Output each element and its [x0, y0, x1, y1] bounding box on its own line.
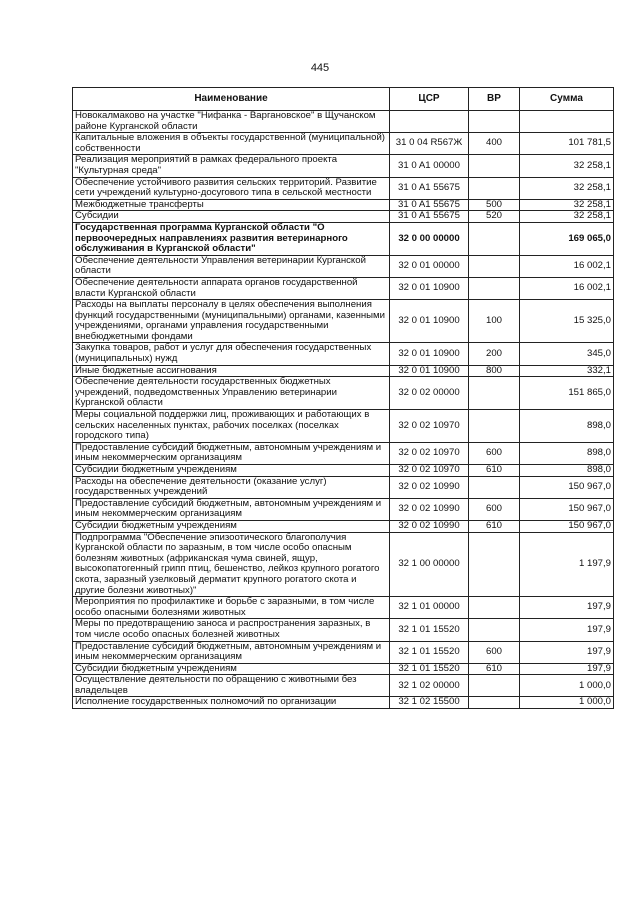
table-row — [73, 343, 614, 365]
sum-cell: 150 967,0 — [520, 520, 614, 532]
name-cell: Мероприятия по профилактике и борьбе с заразными, в том числе особо опасными болезнями животных — [73, 597, 390, 619]
table-row — [73, 442, 614, 464]
table-row — [73, 697, 614, 709]
vr-cell — [469, 532, 520, 597]
sum-cell: 15 325,0 — [520, 300, 614, 343]
vr-cell — [469, 255, 520, 277]
csr-cell: 32 0 02 10990 — [390, 498, 469, 520]
vr-cell: 200 — [469, 343, 520, 365]
sum-cell: 150 967,0 — [520, 498, 614, 520]
csr-cell: 32 1 01 15520 — [390, 641, 469, 663]
csr-cell: 32 0 02 10970 — [390, 465, 469, 477]
csr-cell: 32 0 00 00000 — [390, 222, 469, 255]
csr-cell: 32 0 01 10900 — [390, 365, 469, 377]
name-cell: Расходы на выплаты персоналу в целях обеспечения выполнения функций государственными (муниципальными) органами, казенными учреждениями, органами управления государственными внебюджетными фондами — [73, 300, 390, 343]
sum-cell: 1 197,9 — [520, 532, 614, 597]
name-cell: Капитальные вложения в объекты государственной (муниципальной) собственности — [73, 133, 390, 155]
sum-cell: 151 865,0 — [520, 377, 614, 410]
budget-table — [72, 87, 614, 709]
name-cell: Предоставление субсидий бюджетным, автономным учреждениям и иным некоммерческим организациям — [73, 498, 390, 520]
name-cell: Межбюджетные трансферты — [73, 199, 390, 211]
vr-cell — [469, 410, 520, 443]
csr-cell: 31 0 04 R567Ж — [390, 133, 469, 155]
table-row — [73, 211, 614, 223]
csr-cell: 32 0 01 10900 — [390, 300, 469, 343]
table-row — [73, 619, 614, 641]
name-cell: Субсидии — [73, 211, 390, 223]
sum-cell: 197,9 — [520, 597, 614, 619]
vr-cell: 520 — [469, 211, 520, 223]
table-row — [73, 300, 614, 343]
sum-cell: 101 781,5 — [520, 133, 614, 155]
name-cell: Предоставление субсидий бюджетным, автономным учреждениям и иным некоммерческим организациям — [73, 641, 390, 663]
sum-cell: 32 258,1 — [520, 155, 614, 177]
table-row — [73, 476, 614, 498]
sum-cell — [520, 111, 614, 133]
header-csr: ЦСР — [390, 88, 469, 111]
name-cell: Осуществление деятельности по обращению с животными без владельцев — [73, 675, 390, 697]
table-row — [73, 520, 614, 532]
vr-cell — [469, 222, 520, 255]
csr-cell: 32 1 01 15520 — [390, 663, 469, 675]
table-row — [73, 255, 614, 277]
csr-cell: 32 0 02 00000 — [390, 377, 469, 410]
csr-cell: 31 0 A1 00000 — [390, 155, 469, 177]
sum-cell: 1 000,0 — [520, 697, 614, 709]
vr-cell: 610 — [469, 520, 520, 532]
table-row — [73, 155, 614, 177]
sum-cell: 32 258,1 — [520, 211, 614, 223]
sum-cell: 150 967,0 — [520, 476, 614, 498]
vr-cell — [469, 177, 520, 199]
name-cell: Обеспечение деятельности государственных бюджетных учреждений, подведомственных Управлению ветеринарии Курганской области — [73, 377, 390, 410]
sum-cell: 898,0 — [520, 442, 614, 464]
csr-cell: 32 0 01 00000 — [390, 255, 469, 277]
sum-cell: 345,0 — [520, 343, 614, 365]
name-cell: Обеспечение деятельности Управления ветеринарии Курганской области — [73, 255, 390, 277]
vr-cell — [469, 619, 520, 641]
vr-cell: 400 — [469, 133, 520, 155]
header-name: Наименование — [73, 88, 390, 111]
vr-cell: 610 — [469, 465, 520, 477]
name-cell: Обеспечение деятельности аппарата органов государственной власти Курганской области — [73, 277, 390, 299]
name-cell: Предоставление субсидий бюджетным, автономным учреждениям и иным некоммерческим организациям — [73, 442, 390, 464]
header-sum: Сумма — [520, 88, 614, 111]
vr-cell: 600 — [469, 641, 520, 663]
table-row — [73, 675, 614, 697]
table-row — [73, 663, 614, 675]
csr-cell: 31 0 A1 55675 — [390, 211, 469, 223]
table-row — [73, 111, 614, 133]
sum-cell: 898,0 — [520, 465, 614, 477]
sum-cell: 32 258,1 — [520, 177, 614, 199]
vr-cell: 800 — [469, 365, 520, 377]
table-row — [73, 177, 614, 199]
csr-cell: 32 0 02 10990 — [390, 520, 469, 532]
vr-cell — [469, 111, 520, 133]
vr-cell — [469, 675, 520, 697]
csr-cell: 32 1 02 15500 — [390, 697, 469, 709]
name-cell: Подпрограмма "Обеспечение эпизоотического благополучия Курганской области по заразным, в том числе особо опасным болезням животных (африканская чума свиней, ящур, высокопатогенный грипп птиц, бешенство, лейкоз крупного рогатого скота, заразный узелковый дерматит крупного рогатого скота и другие болезни животных)" — [73, 532, 390, 597]
vr-cell: 600 — [469, 442, 520, 464]
csr-cell: 32 1 02 00000 — [390, 675, 469, 697]
name-cell: Расходы на обеспечение деятельности (оказание услуг) государственных учреждений — [73, 476, 390, 498]
vr-cell — [469, 377, 520, 410]
csr-cell: 32 0 01 10900 — [390, 343, 469, 365]
sum-cell: 16 002,1 — [520, 277, 614, 299]
name-cell: Меры по предотвращению заноса и распространения заразных, в том числе особо опасных болезней животных — [73, 619, 390, 641]
vr-cell — [469, 697, 520, 709]
csr-cell: 32 0 01 10900 — [390, 277, 469, 299]
name-cell: Субсидии бюджетным учреждениям — [73, 663, 390, 675]
name-cell: Новокалмаково на участке "Нифанка - Варгановское" в Щучанском районе Курганской области — [73, 111, 390, 133]
csr-cell: 32 0 02 10990 — [390, 476, 469, 498]
vr-cell — [469, 277, 520, 299]
name-cell: Иные бюджетные ассигнования — [73, 365, 390, 377]
name-cell: Закупка товаров, работ и услуг для обеспечения государственных (муниципальных) нужд — [73, 343, 390, 365]
name-cell: Реализация мероприятий в рамках федерального проекта "Культурная среда" — [73, 155, 390, 177]
csr-cell: 32 1 01 15520 — [390, 619, 469, 641]
table-row — [73, 222, 614, 255]
csr-cell: 32 1 01 00000 — [390, 597, 469, 619]
vr-cell — [469, 155, 520, 177]
name-cell: Субсидии бюджетным учреждениям — [73, 465, 390, 477]
vr-cell — [469, 597, 520, 619]
vr-cell: 610 — [469, 663, 520, 675]
csr-cell: 32 0 02 10970 — [390, 442, 469, 464]
csr-cell: 31 0 A1 55675 — [390, 177, 469, 199]
name-cell: Меры социальной поддержки лиц, проживающих и работающих в сельских населенных пунктах, рабочих поселках (поселках городского типа) — [73, 410, 390, 443]
csr-cell — [390, 111, 469, 133]
header-row — [73, 88, 614, 111]
sum-cell: 32 258,1 — [520, 199, 614, 211]
table-row — [73, 465, 614, 477]
sum-cell: 898,0 — [520, 410, 614, 443]
sum-cell: 197,9 — [520, 641, 614, 663]
header-vr: ВР — [469, 88, 520, 111]
table-row — [73, 641, 614, 663]
table-row — [73, 133, 614, 155]
sum-cell: 16 002,1 — [520, 255, 614, 277]
name-cell: Государственная программа Курганской области "О первоочередных направлениях развития ветеринарного обслуживания в Курганской области" — [73, 222, 390, 255]
table-row — [73, 498, 614, 520]
sum-cell: 332,1 — [520, 365, 614, 377]
csr-cell: 32 0 02 10970 — [390, 410, 469, 443]
name-cell: Обеспечение устойчивого развития сельских территорий. Развитие сети учреждений культурно-досугового типа в сельской местности — [73, 177, 390, 199]
sum-cell: 1 000,0 — [520, 675, 614, 697]
name-cell: Исполнение государственных полномочий по организации — [73, 697, 390, 709]
table-row — [73, 597, 614, 619]
table-row — [73, 410, 614, 443]
table-row — [73, 199, 614, 211]
sum-cell: 197,9 — [520, 619, 614, 641]
table-row — [73, 532, 614, 597]
name-cell: Субсидии бюджетным учреждениям — [73, 520, 390, 532]
sum-cell: 197,9 — [520, 663, 614, 675]
table-row — [73, 277, 614, 299]
csr-cell: 31 0 A1 55675 — [390, 199, 469, 211]
sum-cell: 169 065,0 — [520, 222, 614, 255]
csr-cell: 32 1 00 00000 — [390, 532, 469, 597]
vr-cell: 600 — [469, 498, 520, 520]
page-number: 445 — [310, 62, 330, 74]
vr-cell — [469, 476, 520, 498]
table-row — [73, 377, 614, 410]
vr-cell: 500 — [469, 199, 520, 211]
table-row — [73, 365, 614, 377]
vr-cell: 100 — [469, 300, 520, 343]
